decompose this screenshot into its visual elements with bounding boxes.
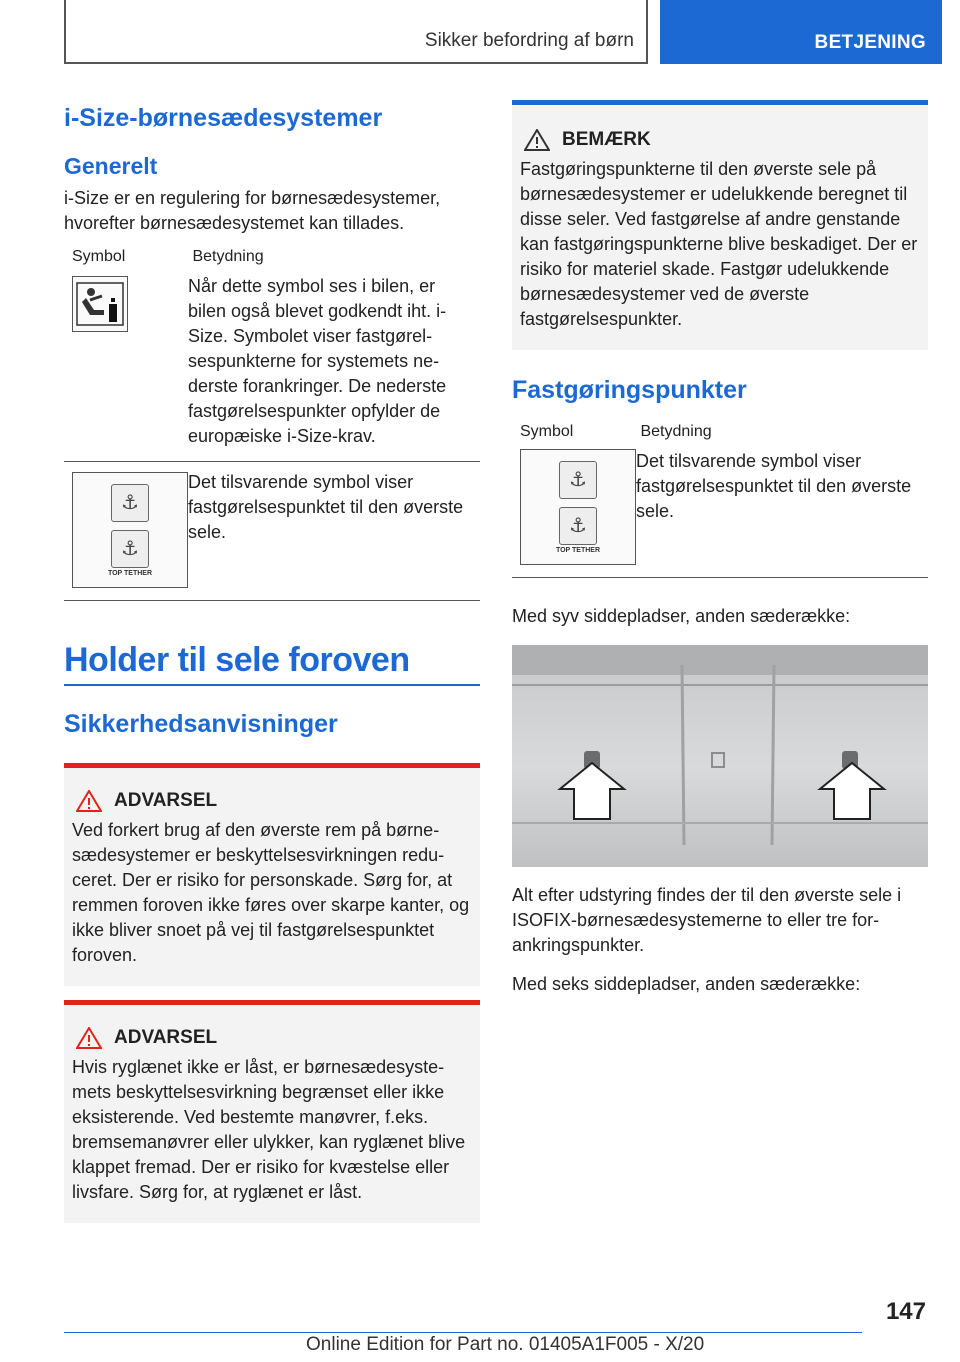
seven-seats-text: Med syv siddepladser, anden sæderække: — [512, 606, 851, 626]
table-header — [64, 248, 480, 266]
heading-sikkerhed: Sikkerhedsanvisninger — [64, 710, 338, 738]
warning-title — [72, 790, 472, 812]
col-symbol: Symbol — [72, 248, 126, 265]
chapter-tab[interactable]: BETJENING — [660, 0, 942, 64]
symbol-cell — [64, 266, 188, 461]
isize-table — [64, 248, 480, 601]
note-title-text: BEMÆRK — [562, 129, 651, 150]
six-seats-text: Med seks siddepladser, anden sæderække: — [512, 974, 861, 994]
anchor-photo — [512, 645, 928, 867]
row-text: Det tilsvarende symbol viser fastgørelsespunktet til den øverste sele. — [188, 472, 464, 542]
top-tether-icon — [72, 472, 188, 588]
top-tether-label: TOP TETHER — [555, 546, 601, 554]
edition-text: Online Edition for Part no. 01405A1F005 - X/20 — [306, 1334, 705, 1355]
warning-title — [72, 1027, 472, 1049]
row-text: Det tilsvarende symbol viser fastgørelsespunktet til den øverste sele. — [636, 451, 912, 521]
warning-title-text: ADVARSEL — [114, 1027, 218, 1048]
page-number: 147 — [885, 1298, 926, 1325]
note-title — [520, 129, 920, 151]
col-symbol: Symbol — [520, 423, 574, 440]
warning-box — [64, 763, 480, 986]
isize-icon — [72, 276, 128, 332]
holder-heading-block — [64, 641, 480, 686]
left-column — [64, 100, 480, 1223]
note-text: Fastgøringspunkterne til den øverste sele på børnesædesystemer er udelukkende beregnet til disse seler. Ved fastgørelse af andre genstande kan fastgøringspunkterne blive beskadiget. Der er risiko for materiel skade. Fastgør udelukkende børnesædesystemer ved de øverste fastgørelsespunkter. — [520, 159, 918, 329]
warning-icon — [76, 1027, 102, 1049]
top-tether-icon — [520, 449, 636, 565]
heading-generelt: Generelt — [64, 153, 158, 179]
table-header — [512, 423, 928, 441]
tether-table — [512, 423, 928, 578]
symbol-cell — [64, 462, 188, 600]
heading-isize: i-Size-børnesædesystemer — [64, 104, 383, 132]
caution-icon — [524, 129, 550, 151]
col-betydning: Betydning — [192, 248, 264, 265]
col-betydning: Betydning — [640, 423, 712, 440]
right-column — [512, 100, 928, 997]
equipment-text: Alt efter udstyring findes der til den øverste sele i ISOFIX-børnesædesystemerne to eller tre forankringspunkter. — [512, 885, 902, 955]
warning-title-text: ADVARSEL — [114, 790, 218, 811]
warning-icon — [76, 790, 102, 812]
table-row — [64, 266, 480, 462]
warning-text: Ved forkert brug af den øverste rem på børnesædesystemer er beskyttelsesvirkningen reduceret. Der er risiko for personskade. Sørg for, at remmen foroven ikke føres over skarpe kanter, og ikke bliver snoet på vej til fastgørelsespunktet foroven. — [72, 820, 470, 965]
anchor-seat-icon: ⚓ — [111, 484, 149, 522]
table-row — [512, 441, 928, 578]
section-title: Sikker befordring af børn — [424, 30, 634, 51]
generelt-text: i-Size er en regulering for børnesædesystemer, hvorefter børnesædesystemet kan tillades. — [64, 188, 441, 233]
footer-rule — [64, 1332, 862, 1333]
top-tether-label: TOP TETHER — [107, 569, 153, 577]
warning-box — [64, 1000, 480, 1223]
note-box — [512, 100, 928, 350]
anchor-seat-icon: ⚓ — [559, 507, 597, 545]
row-text: Når dette symbol ses i bilen, er bilen også blevet godkendt iht. i-Size. Symbolet viser fastgørelsespunkterne for systemets nederste forankringer. De nederste fastgørelsespunkter opfylder de europæiske i-Size-krav. — [188, 276, 447, 446]
anchor-seat-icon: ⚓ — [559, 461, 597, 499]
anchor-seat-icon: ⚓ — [111, 530, 149, 568]
heading-fastgoring: Fastgøringspunkter — [512, 376, 747, 404]
table-row — [64, 462, 480, 601]
symbol-cell — [512, 441, 636, 577]
warning-text: Hvis ryglænet ikke er låst, er børnesædesystemets beskyttelsesvirkning begrænset eller ikke eksisterende. Ved bestemte manøvrer, f.eks. bremsemanøvrer eller ulykker, kan ryglænet blive klappet fremad. Der er risiko for kvæstelse eller livsfare. Sørg for, at ryglænet er låst. — [72, 1057, 466, 1202]
heading-holder: Holder til sele foroven — [64, 641, 410, 679]
